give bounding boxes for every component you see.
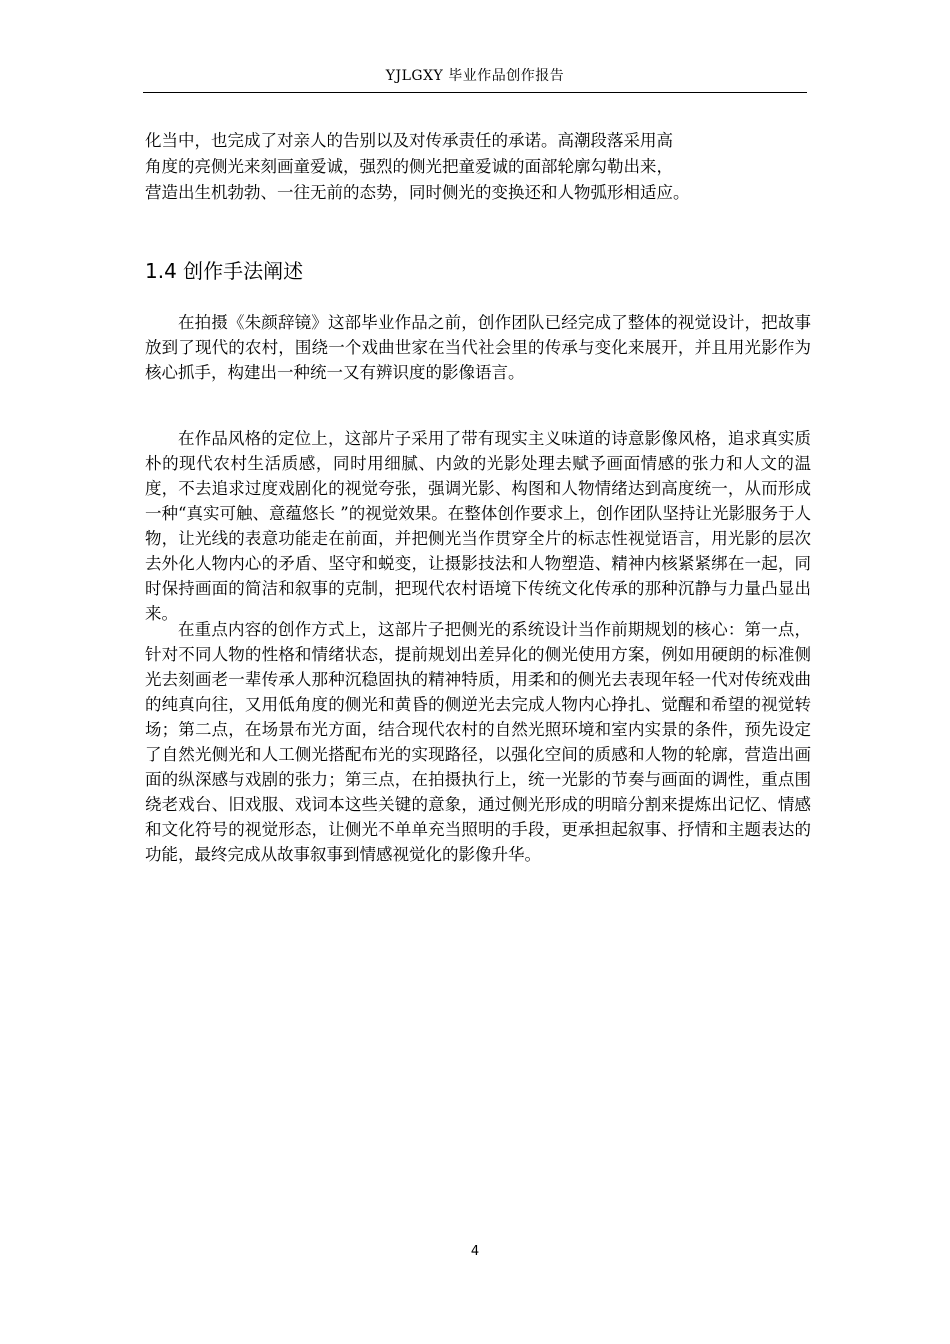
page-header (143, 64, 807, 93)
continued-paragraph (145, 128, 805, 206)
continued-line-2: 角度的亮侧光来刻画童爱诚，强烈的侧光把童爱诚的面部轮廓勾勒出来， (145, 157, 673, 176)
continued-line-1: 化当中，也完成了对亲人的告别以及对传承责任的承诺。高潮段落采用高 (145, 131, 673, 150)
body-paragraph-1: 在拍摄《朱颜辞镜》这部毕业作品之前，创作团队已经完成了整体的视觉设计，把故事放到了现代的农村，围绕一个戏曲世家在当代社会里的传承与变化来展开，并且用光影作为核心抓手，构建出一种统一又有辨识度的影像语言。 (145, 313, 811, 382)
body-paragraph-3: 在重点内容的创作方式上，这部片子把侧光的系统设计当作前期规划的核心：第一点，针对不同人物的性格和情绪状态，提前规划出差异化的侧光使用方案，例如用硬朗的标准侧光去刻画老一辈传承人那种沉稳固执的精神特质，用柔和的侧光去表现年轻一代对传统戏曲的纯真向往，又用低角度的侧光和黄昏的侧逆光去完成人物内心挣扎、觉醒和希望的视觉转场；第二点，在场景布光方面，结合现代农村的自然光照环境和室内实景的条件，预先设定了自然光侧光和人工侧光搭配布光的实现路径，以强化空间的质感和人物的轮廓，营造出画面的纵深感与戏剧的张力；第三点，在拍摄执行上，统一光影的节奏与画面的调性，重点围绕老戏台、旧戏服、戏词本这些关键的意象，通过侧光形成的明暗分割来提炼出记忆、情感和文化符号的视觉形态，让侧光不单单充当照明的手段，更承担起叙事、抒情和主题表达的功能，最终完成从故事叙事到情感视觉化的影像升华。 (145, 620, 811, 864)
body-paragraph-2: 在作品风格的定位上，这部片子采用了带有现实主义味道的诗意影像风格，追求真实质朴的现代农村生活质感，同时用细腻、内敛的光影处理去赋予画面情感的张力和人文的温度，不去追求过度戏剧化的视觉夸张，强调光影、构图和人物情绪达到高度统一，从而形成一种“真实可触、意蕴悠长 ”的视觉效果。在整体创作要求上，创作团队坚持让光影服务于人物，让光线的表意功能走在前面，并把侧光当作贯穿全片的标志性视觉语言，用光影的层次去外化人物内心的矛盾、坚守和蜕变，让摄影技法和人物塑造、精神内核紧紧绑在一起，同时保持画面的简洁和叙事的克制，把现代农村语境下传统文化传承的那种沉静与力量凸显出来。 (145, 429, 811, 623)
section-title: 1.4 创作手法阐述 (145, 259, 304, 283)
page-footer (0, 1243, 950, 1261)
header-title: YJLGXY 毕业作品创作报告 (385, 68, 565, 84)
continued-line-3: 营造出生机勃勃、一往无前的态势，同时侧光的变换还和人物弧形相适应。 (145, 183, 690, 202)
page-number: 4 (470, 1244, 480, 1259)
